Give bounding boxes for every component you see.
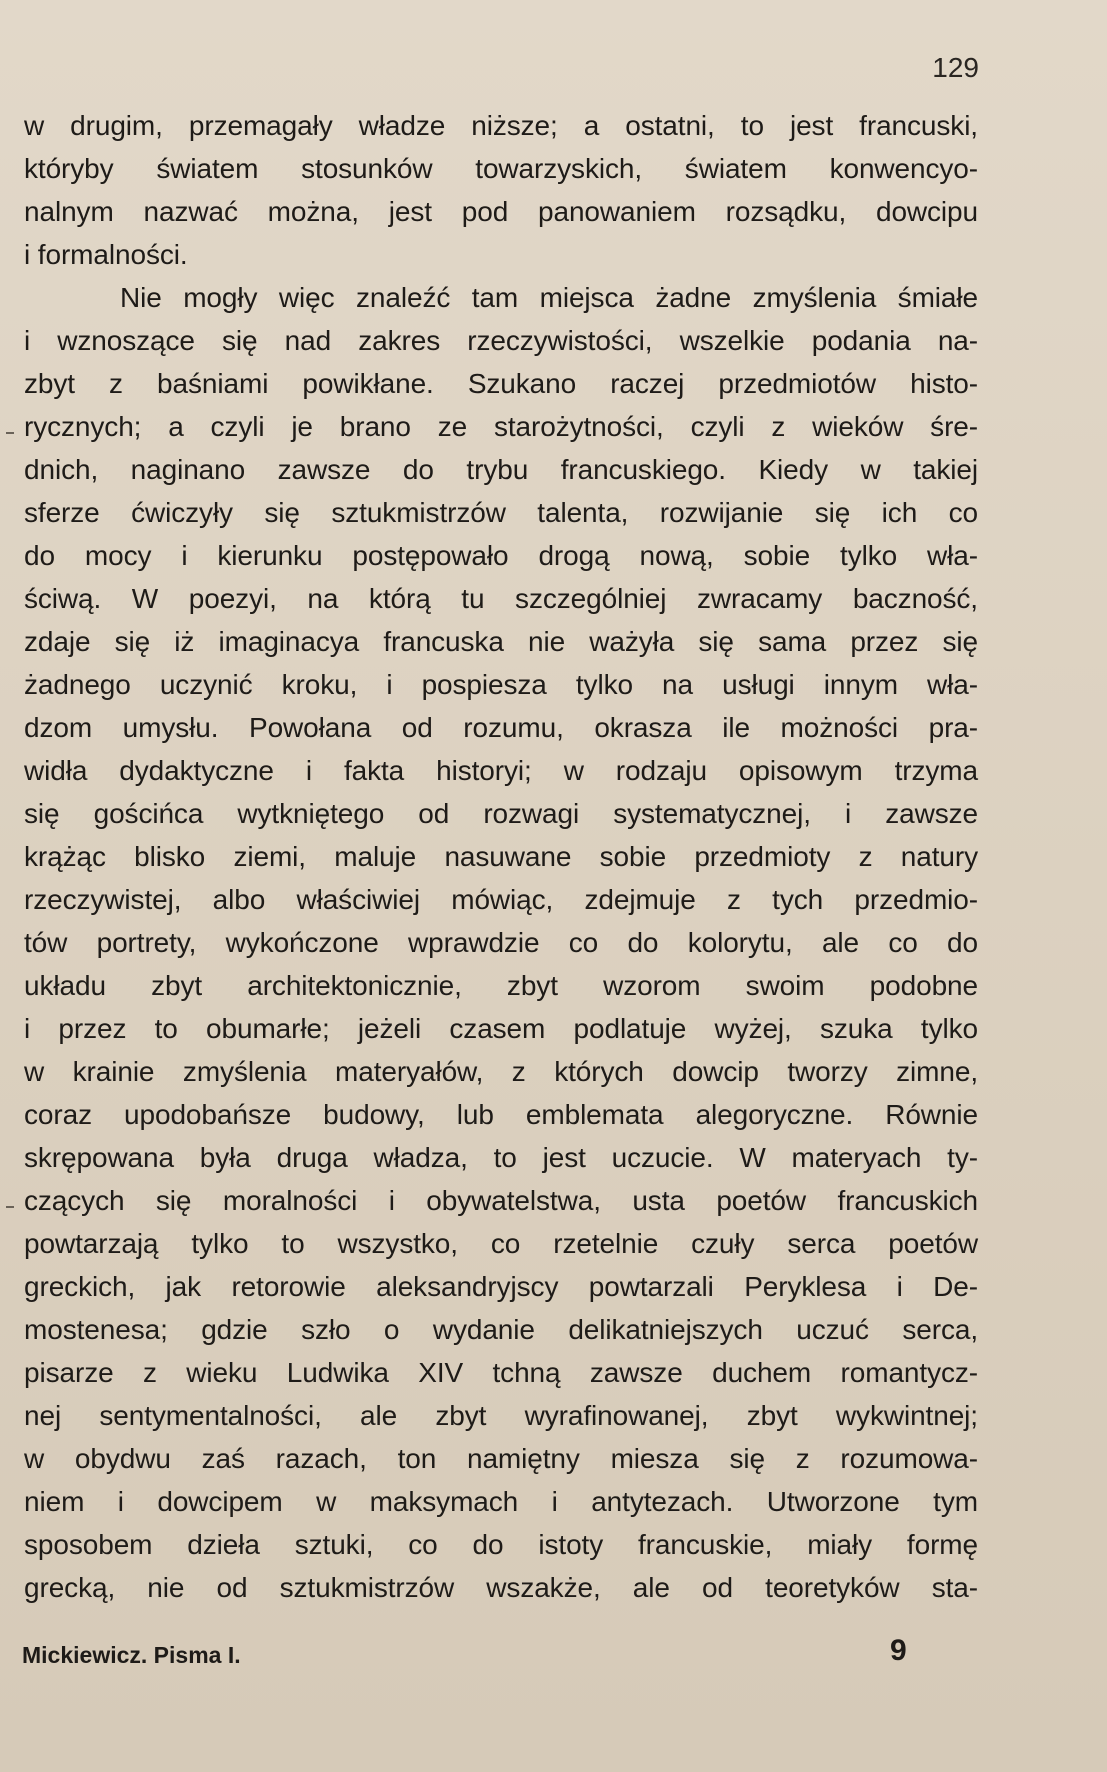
text-line: mostenesa; gdzie szło o wydanie delikatniejszych uczuć serca,	[24, 1314, 978, 1345]
text-line: sposobem dzieła sztuki, co do istoty francuskie, miały formę	[24, 1529, 978, 1560]
text-line: ściwą. W poezyi, na którą tu szczególniej zwracamy baczność,	[24, 583, 978, 614]
text-line: coraz upodobańsze budowy, lub emblemata alegoryczne. Równie	[24, 1099, 978, 1130]
text-line: układu zbyt architektonicznie, zbyt wzorom swoim podobne	[24, 970, 978, 1001]
margin-mark	[6, 432, 14, 434]
footer-sheet-number: 9	[890, 1634, 907, 1667]
text-line: w obydwu zaś razach, ton namiętny miesza się z rozumowa-	[24, 1443, 978, 1474]
text-line: nej sentymentalności, ale zbyt wyrafinowanej, zbyt wykwintnej;	[24, 1400, 978, 1431]
text-line: i wznoszące się nad zakres rzeczywistości, wszelkie podania na-	[24, 325, 978, 356]
text-line: któryby światem stosunków towarzyskich, światem konwencyo-	[24, 153, 978, 184]
text-line: dzom umysłu. Powołana od rozumu, okrasza ile możności pra-	[24, 712, 978, 743]
text-line: zbyt z baśniami powikłane. Szukano raczej przedmiotów histo-	[24, 368, 978, 399]
text-line: krążąc blisko ziemi, maluje nasuwane sobie przedmioty z natury	[24, 841, 978, 872]
text-line: tów portrety, wykończone wprawdzie co do kolorytu, ale co do	[24, 927, 978, 958]
text-line: greckich, jak retorowie aleksandryjscy powtarzali Peryklesa i De-	[24, 1271, 978, 1302]
body-text	[24, 104, 978, 1609]
text-line: do mocy i kierunku postępowało drogą nową, sobie tylko wła-	[24, 540, 978, 571]
text-line: grecką, nie od sztukmistrzów wszakże, ale od teoretyków sta-	[24, 1572, 978, 1603]
text-line: żadnego uczynić kroku, i pospiesza tylko na usługi innym wła-	[24, 669, 978, 700]
text-line: rycznych; a czyli je brano ze starożytności, czyli z wieków śre-	[24, 411, 978, 442]
text-line: Nie mogły więc znaleźć tam miejsca żadne zmyślenia śmiałe	[120, 282, 978, 313]
text-line: niem i dowcipem w maksymach i antytezach. Utworzone tym	[24, 1486, 978, 1517]
page-number: 129	[932, 52, 979, 83]
margin-mark	[6, 1206, 14, 1208]
text-line: sferze ćwiczyły się sztukmistrzów talenta, rozwijanie się ich co	[24, 497, 978, 528]
text-line: się gościńca wytkniętego od rozwagi systematycznej, i zawsze	[24, 798, 978, 829]
text-line: skrępowana była druga władza, to jest uczucie. W materyach ty-	[24, 1142, 978, 1173]
text-line: zdaje się iż imaginacya francuska nie ważyła się sama przez się	[24, 626, 978, 657]
text-line: czących się moralności i obywatelstwa, usta poetów francuskich	[24, 1185, 978, 1216]
text-line: rzeczywistej, albo właściwiej mówiąc, zdejmuje z tych przedmio-	[24, 884, 978, 915]
text-line: i formalności.	[24, 239, 188, 270]
text-line: pisarze z wieku Ludwika XIV tchną zawsze duchem romantycz-	[24, 1357, 978, 1388]
text-line: widła dydaktyczne i fakta historyi; w rodzaju opisowym trzyma	[24, 755, 978, 786]
text-line: w drugim, przemagały władze niższe; a ostatni, to jest francuski,	[24, 110, 978, 141]
text-line: nalnym nazwać można, jest pod panowaniem rozsądku, dowcipu	[24, 196, 978, 227]
text-line: w krainie zmyślenia materyałów, z których dowcip tworzy zimne,	[24, 1056, 978, 1087]
text-line: dnich, naginano zawsze do trybu francuskiego. Kiedy w takiej	[24, 454, 978, 485]
text-line: powtarzają tylko to wszystko, co rzetelnie czuły serca poetów	[24, 1228, 978, 1259]
text-line: i przez to obumarłe; jeżeli czasem podlatuje wyżej, szuka tylko	[24, 1013, 978, 1044]
footer-signature: Mickiewicz. Pisma I.	[22, 1642, 241, 1668]
